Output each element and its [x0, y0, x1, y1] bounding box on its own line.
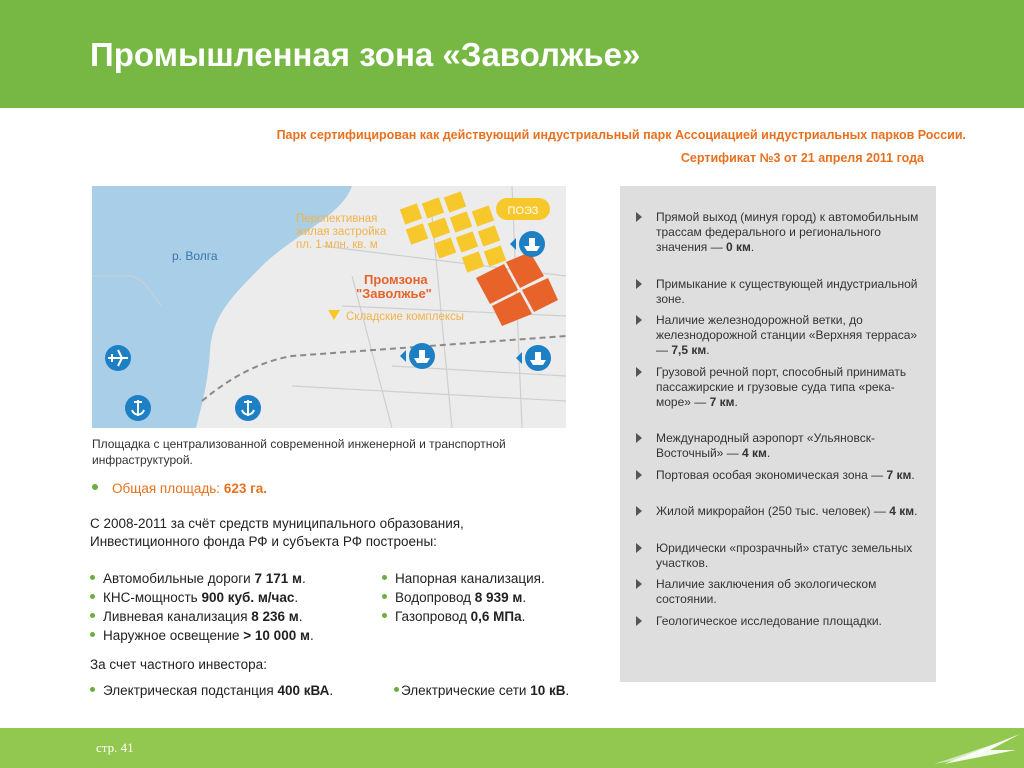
list-item: Водопровод 8 939 м.	[382, 590, 526, 605]
page-number: стр. 41	[96, 740, 134, 755]
area-label: Общая площадь:	[112, 481, 221, 496]
poez-label: ПОЭЗ	[507, 205, 539, 217]
advantage-item: Международный аэропорт «Ульяновск-Восточный» — 4 км.	[656, 431, 926, 461]
intro-text: С 2008-2011 за счёт средств муниципального образования, Инвестиционного фонда РФ и субъекта РФ построены:	[90, 516, 464, 549]
advantage-item: Геологическое исследование площадки.	[656, 614, 926, 629]
zone-label-1: Промзона	[364, 272, 428, 287]
advantage-item: Наличие железнодорожной ветки, до железнодорожной станции «Верхняя терраса» — 7,5 км.	[656, 313, 926, 358]
airplane-icon	[105, 345, 131, 371]
advantage-item: Примыкание к существующей индустриальной зоне.	[656, 277, 926, 307]
anchor-icon	[235, 395, 261, 421]
housing-label-2: жилая застройка	[296, 226, 387, 238]
triangle-bullet-icon	[636, 315, 642, 325]
ship-icon	[519, 231, 545, 257]
list-item: Автомобильные дороги 7 171 м.	[90, 571, 306, 586]
advantage-item: Жилой микрорайон (250 тыс. человек) — 4 км.	[656, 504, 926, 519]
investor-label: За счет частного инвестора:	[90, 657, 267, 672]
map-caption: Площадка с централизованной современной инженерной и транспортной инфраструктурой.	[92, 437, 506, 467]
advantage-item: Прямой выход (минуя город) к автомобильным трассам федерального и регионального значения — 0 км.	[656, 210, 926, 255]
advantage-item: Наличие заключения об экологическом состоянии.	[656, 577, 926, 607]
river-label: р. Волга	[172, 249, 218, 263]
site-map	[92, 186, 566, 428]
certificate-line-1: Парк сертифицирован как действующий индустриальный парк Ассоциацией индустриальных парков России.	[276, 128, 966, 142]
zone-label-2: "Заволжье"	[356, 286, 432, 301]
triangle-bullet-icon	[636, 543, 642, 553]
certificate-line-2: Сертификат №3 от 21 апреля 2011 года	[680, 151, 924, 165]
triangle-bullet-icon	[636, 470, 642, 480]
area-value: 623 га.	[223, 481, 267, 496]
ship-icon	[409, 343, 435, 369]
header-bar	[0, 0, 1024, 108]
ship-icon	[525, 345, 551, 371]
triangle-bullet-icon	[636, 367, 642, 377]
list-item: Электрические сети 10 кВ.	[394, 683, 569, 698]
advantage-item: Юридически «прозрачный» статус земельных участков.	[656, 541, 926, 571]
footer-bar	[0, 728, 1024, 768]
triangle-bullet-icon	[636, 433, 642, 443]
list-item: КНС-мощность 900 куб. м/час.	[90, 590, 298, 605]
list-item: Газопровод 0,6 МПа.	[382, 609, 525, 624]
list-item: Электрическая подстанция 400 кВА.	[90, 683, 333, 698]
total-area	[92, 481, 267, 496]
housing-label-3: пл. 1 млн. кв. м	[296, 239, 378, 251]
warehouse-label: Складские комплексы	[346, 311, 465, 323]
triangle-bullet-icon	[636, 279, 642, 289]
housing-label-1: Перспективная	[296, 213, 378, 225]
triangle-bullet-icon	[636, 506, 642, 516]
list-item: Напорная канализация.	[382, 571, 545, 586]
triangle-bullet-icon	[636, 616, 642, 626]
list-item: Наружное освещение > 10 000 м.	[90, 628, 314, 643]
anchor-icon	[125, 395, 151, 421]
page-title: Промышленная зона «Заволжье»	[90, 36, 641, 73]
advantage-item: Грузовой речной порт, способный принимать пассажирские и грузовые суда типа «река-море» — 7 км.	[656, 365, 926, 410]
site-map-graphic	[92, 186, 566, 428]
advantage-item: Портовая особая экономическая зона — 7 км.	[656, 468, 926, 483]
list-item: Ливневая канализация 8 236 м.	[90, 609, 303, 624]
advantages-panel	[620, 186, 936, 682]
triangle-bullet-icon	[636, 212, 642, 222]
triangle-bullet-icon	[636, 579, 642, 589]
arrow-logo-icon	[930, 728, 1024, 768]
bullet-dot	[92, 484, 98, 490]
